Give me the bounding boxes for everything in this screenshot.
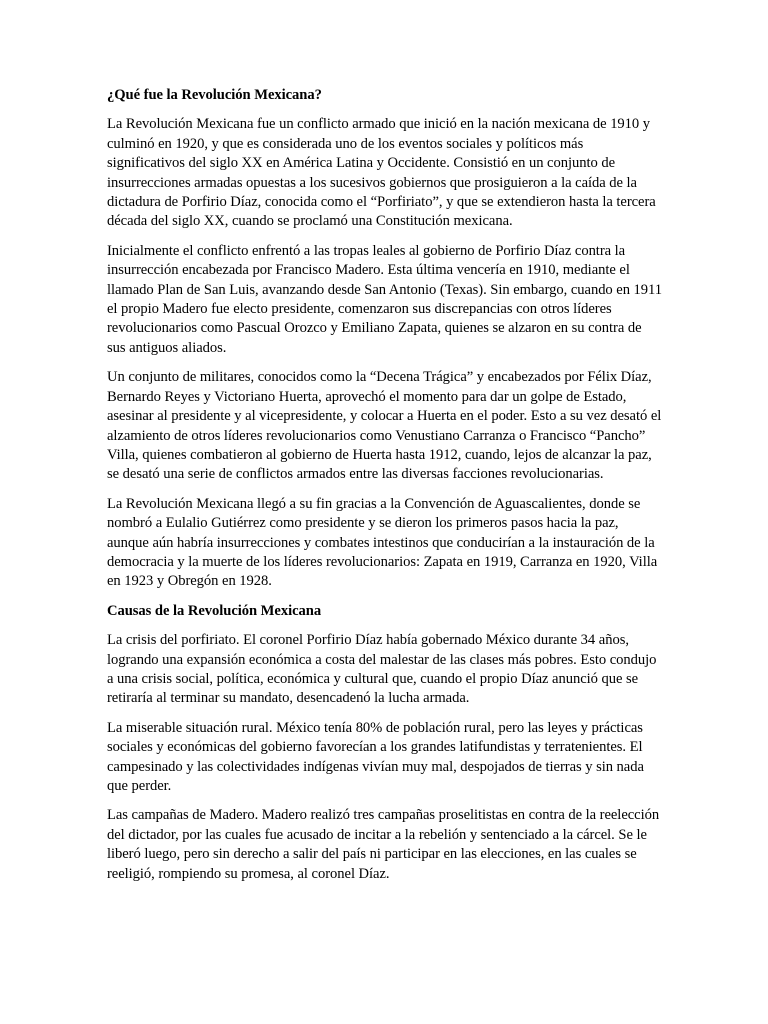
paragraph-initial-conflict: Inicialmente el conflicto enfrentó a las tropas leales al gobierno de Porfirio Díaz contra la insurrección encabezada por Francisco Madero. Esta última vencería en 1910, mediante el llamado Plan de San Luis, avanzando desde San Antonio (Texas). Sin embargo, cuando en 1911 el propio Madero fue electo presidente, comenzaron sus discrepancias con otros líderes revolucionarios como Pascual Orozco y Emiliano Zapata, quienes se alzaron en su contra de sus antiguos aliados.: [107, 242, 663, 356]
section-heading-causes: Causas de la Revolución Mexicana: [107, 602, 322, 619]
paragraph-decena-tragica: Un conjunto de militares, conocidos como la “Decena Trágica” y encabezados por Félix Díaz, Bernardo Reyes y Victoriano Huerta, aprovechó el momento para dar un golpe de Estado, asesinar al presidente y al vicepresidente, y colocar a Huerta en el poder. Esto a su vez desató el alzamiento de otros líderes revolucionarios como Venustiano Carranza o Francisco “Pancho” Villa, quienes combatieron al gobierno de Huerta hasta 1912, cuando, lejos de alcanzar la paz, se desató una serie de conflictos armados entre las diversas facciones revolucionarias.: [107, 369, 662, 483]
paragraph-cause-rural: La miserable situación rural. México tenía 80% de población rural, pero las leyes y prácticas sociales y económicas del gobierno favorecían a los grandes latifundistas y terratenientes. El campesinado y las colectividades indígenas vivían muy mal, despojados de tierras y sin nada que perder.: [107, 719, 644, 794]
document-body: [107, 86, 663, 894]
paragraph-definition: La Revolución Mexicana fue un conflicto armado que inició en la nación mexicana de 1910 y culminó en 1920, y que es considerada uno de los eventos sociales y políticos más significativos del siglo XX en América Latina y Occidente. Consistió en un conjunto de insurrecciones armadas opuestas a los sucesivos gobiernos que prosiguieron a la caída de la dictadura de Porfirio Díaz, conocida como el “Porfiriato”, y que se extendieron hasta la tercera década del siglo XX, cuando se proclamó una Constitución mexicana.: [107, 116, 656, 230]
paragraph-cause-porfiriato: La crisis del porfiriato. El coronel Porfirio Díaz había gobernado México durante 34 años, logrando una expansión económica a costa del malestar de las clases más pobres. Esto condujo a una crisis social, política, económica y cultural que, cuando el propio Díaz anunció que se retiraría al terminar su mandato, desencadenó la lucha armada.: [107, 632, 657, 707]
paragraph-cause-madero: Las campañas de Madero. Madero realizó tres campañas proselitistas en contra de la reelección del dictador, por las cuales fue acusado de incitar a la rebelión y sentenciado a la cárcel. Se le liberó luego, pero sin derecho a salir del país ni participar en las elecciones, en las cuales se reeligió, rompiendo su promesa, al coronel Díaz.: [107, 807, 660, 882]
section-heading-what-was: ¿Qué fue la Revolución Mexicana?: [107, 87, 322, 103]
paragraph-end-of-revolution: La Revolución Mexicana llegó a su fin gracias a la Convención de Aguascalientes, donde se nombró a Eulalio Gutiérrez como presidente y se dieron los primeros pasos hacia la paz, aunque aún habría insurrecciones y combates intestinos que conducirían a la instauración de la democracia y la muerte de los líderes revolucionarios: Zapata en 1919, Carranza en 1920, Villa en 1923 y Obregón en 1928.: [107, 495, 658, 590]
